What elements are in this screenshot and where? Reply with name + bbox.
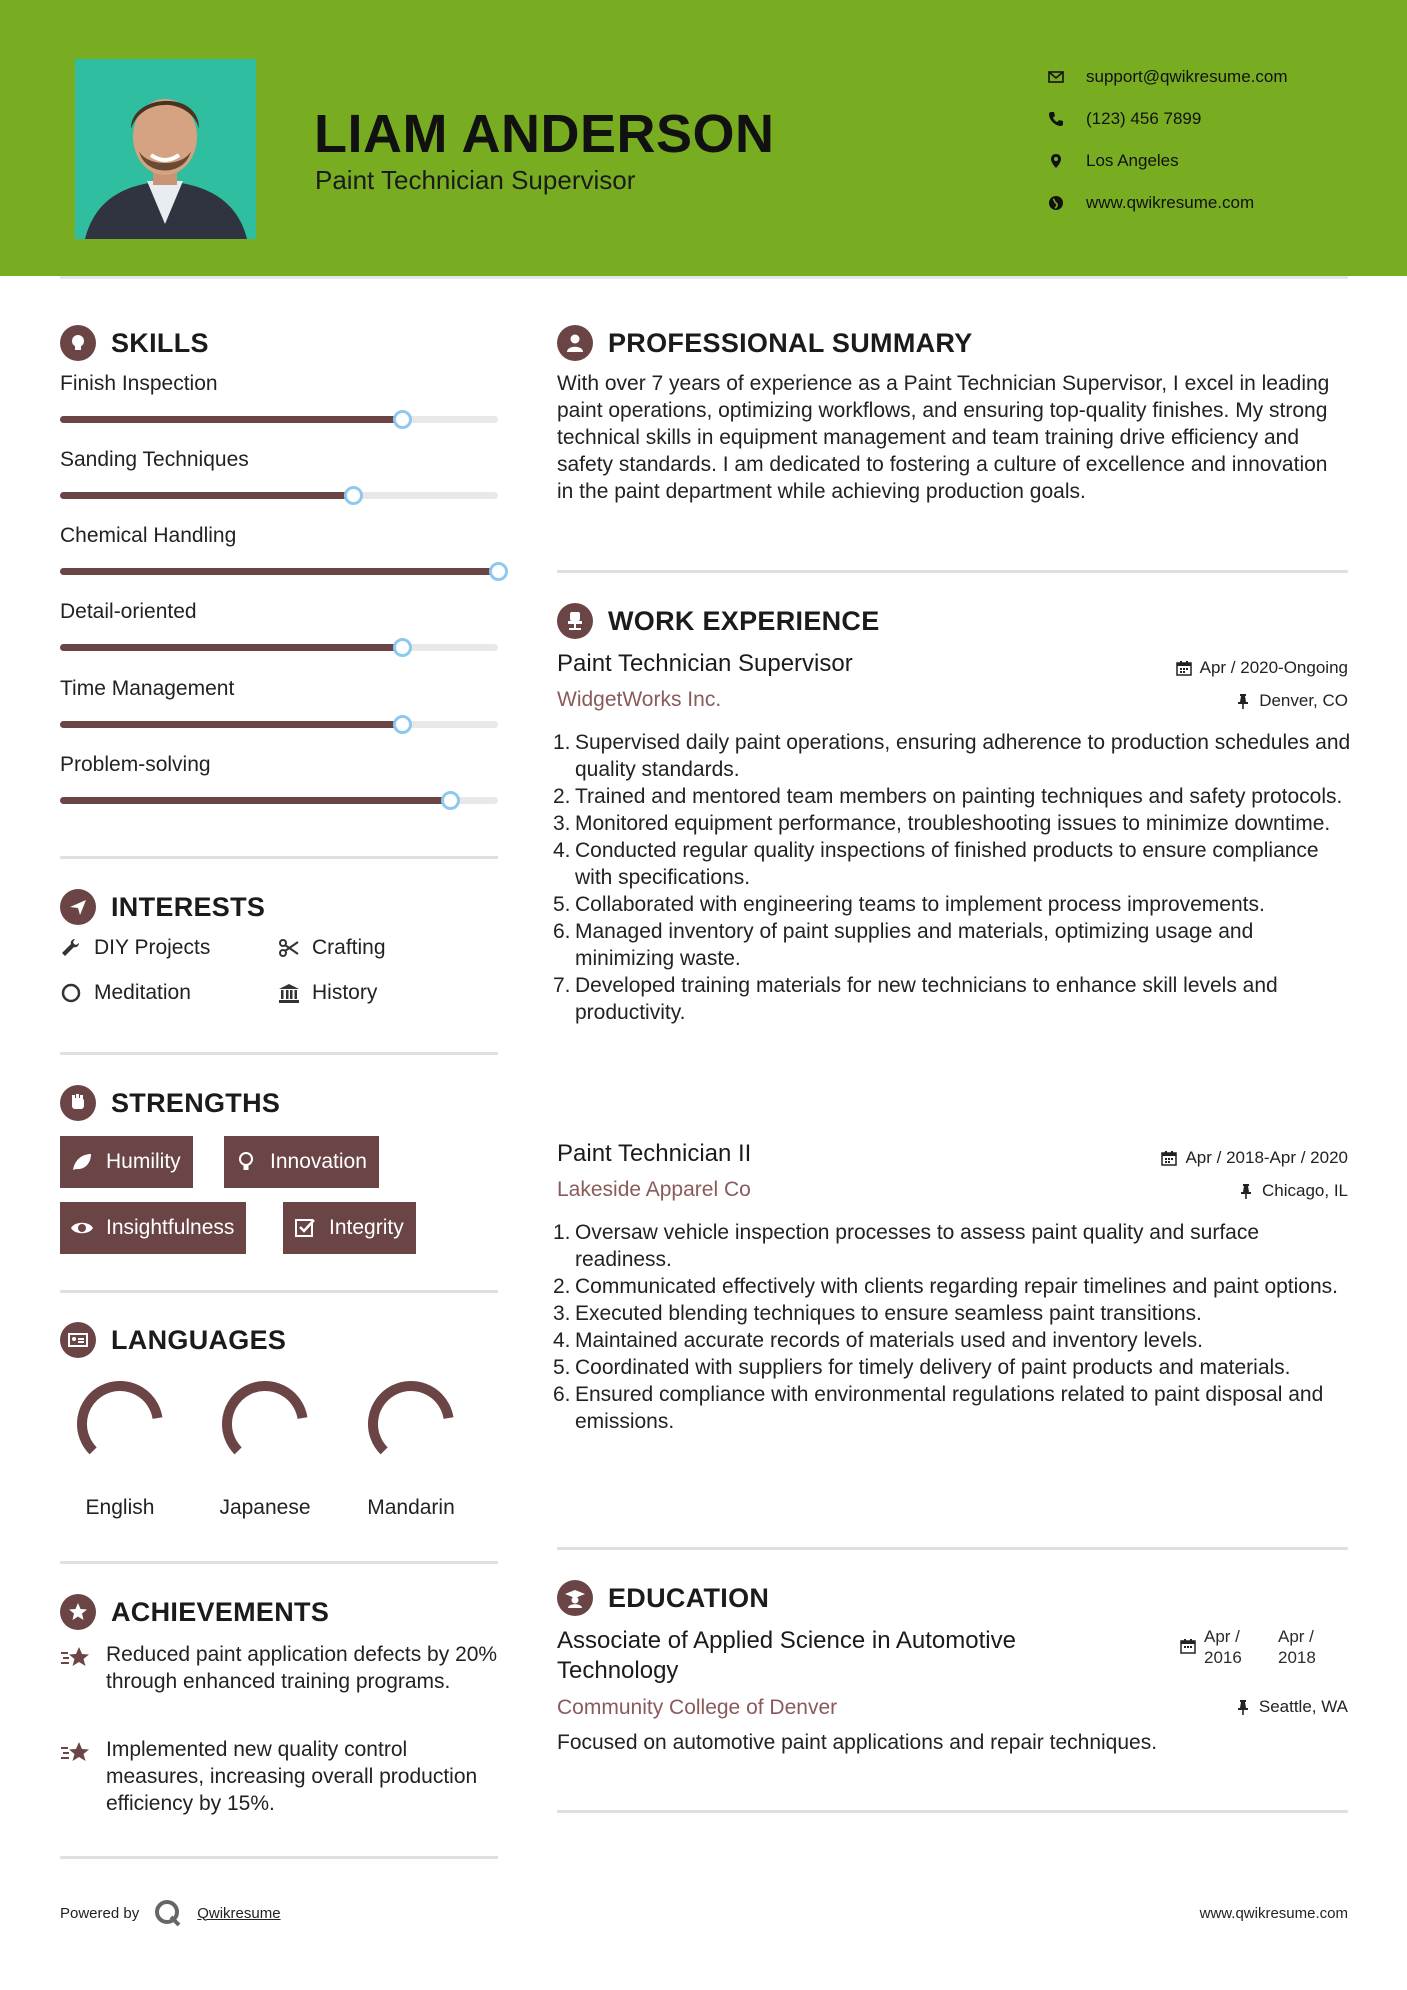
brand-link[interactable]: Qwikresume — [197, 1904, 281, 1922]
skill-bar — [60, 797, 498, 804]
footer-powered-by — [60, 1898, 281, 1928]
section-divider — [60, 1290, 498, 1293]
scissors-icon — [278, 937, 300, 959]
skill-bar-fill — [60, 492, 353, 499]
strength-label: Innovation — [270, 1150, 367, 1173]
contact-list — [1048, 56, 1378, 224]
skill-item — [60, 448, 498, 472]
job-location-text: Denver, CO — [1259, 691, 1348, 710]
strength-label: Humility — [106, 1150, 181, 1173]
language-label: Japanese — [219, 1496, 311, 1519]
skill-bar-fill — [60, 416, 402, 423]
duty-text: Conducted regular quality inspections of finished products to ensure compliance with specifications. — [575, 839, 1319, 889]
id-card-icon — [60, 1322, 96, 1358]
pushpin-icon — [1235, 693, 1251, 709]
section-divider — [60, 1561, 498, 1564]
skill-item — [60, 677, 498, 701]
job-duties-list — [553, 729, 1353, 1026]
section-divider — [60, 1052, 498, 1055]
company-name: WidgetWorks Inc. — [557, 688, 722, 711]
wrench-icon — [60, 937, 82, 959]
education-description: Focused on automotive paint applications and repair techniques. — [557, 1731, 1158, 1754]
candidate-name: LIAM ANDERSON — [314, 104, 775, 164]
education-title: EDUCATION — [608, 1582, 770, 1613]
job-dates-text: Apr / 2018-Apr / 2020 — [1185, 1148, 1348, 1167]
skill-bar — [60, 492, 498, 499]
job-location-text: Chicago, IL — [1262, 1181, 1348, 1200]
skill-label: Sanding Techniques — [60, 448, 249, 471]
skill-item — [60, 372, 498, 396]
star-icon — [60, 1738, 92, 1768]
skill-label: Detail-oriented — [60, 600, 197, 623]
language-level-ring — [363, 1376, 459, 1472]
map-pin-icon — [1048, 153, 1086, 169]
duty-text: Maintained accurate records of materials used and inventory levels. — [575, 1329, 1203, 1352]
duty-text: Ensured compliance with environmental regulations related to paint disposal and emissions. — [575, 1383, 1324, 1433]
skill-bar-knob[interactable] — [489, 562, 508, 581]
skill-item — [60, 600, 498, 624]
strength-tag — [224, 1136, 379, 1188]
strengths-heading — [60, 1085, 280, 1121]
achievements-heading — [60, 1594, 329, 1630]
language-label: Mandarin — [367, 1496, 455, 1519]
contact-location-text: Los Angeles — [1086, 151, 1179, 170]
skill-bar — [60, 416, 498, 423]
contact-website[interactable] — [1048, 182, 1378, 224]
skill-bar — [60, 644, 498, 651]
envelope-icon — [1048, 69, 1086, 85]
qwikresume-logo-icon — [153, 1898, 183, 1928]
contact-phone-text: (123) 456 7899 — [1086, 109, 1202, 128]
languages-heading — [60, 1322, 286, 1358]
skill-bar-knob[interactable] — [393, 715, 412, 734]
skill-bar-fill — [60, 568, 498, 575]
duty-item: 6. Ensured compliance with environmental regulations related to paint disposal and emissions. — [553, 1381, 1353, 1435]
section-divider — [557, 1547, 1348, 1550]
circle-icon — [60, 982, 82, 1004]
education-location — [1235, 1697, 1348, 1717]
summary-heading — [557, 325, 973, 361]
section-divider — [60, 856, 498, 859]
contact-website-text: www.qwikresume.com — [1086, 193, 1255, 212]
job-location — [1235, 691, 1348, 711]
interest-item — [278, 981, 377, 1005]
interests-title: INTERESTS — [111, 891, 266, 922]
duty-item: 1. Oversaw vehicle inspection processes to assess paint quality and surface readiness. — [553, 1219, 1353, 1273]
strength-label: Insightfulness — [106, 1216, 235, 1239]
candidate-job-title: Paint Technician Supervisor — [315, 165, 636, 195]
paper-plane-icon — [60, 889, 96, 925]
duty-item: 7. Developed training materials for new technicians to enhance skill levels and productivity. — [553, 972, 1353, 1026]
duty-item: 3. Executed blending techniques to ensure seamless paint transitions. — [553, 1302, 1202, 1325]
duty-item: 5. Collaborated with engineering teams to implement process improvements. — [553, 893, 1265, 916]
leaf-icon — [70, 1150, 94, 1174]
graduate-icon — [557, 1580, 593, 1616]
job-dates-text: Apr / 2020-Ongoing — [1199, 658, 1348, 677]
experience-title: WORK EXPERIENCE — [608, 605, 880, 636]
globe-icon — [1048, 195, 1086, 211]
duty-text: Collaborated with engineering teams to implement process improvements. — [575, 893, 1265, 916]
duty-item: 1. Supervised daily paint operations, ensuring adherence to production schedules and quality standards. — [553, 729, 1353, 783]
strength-tag — [60, 1136, 193, 1188]
skill-bar-fill — [60, 644, 402, 651]
duty-text: Supervised daily paint operations, ensuring adherence to production schedules and quality standards. — [575, 731, 1351, 781]
contact-location — [1048, 140, 1378, 182]
job-dates — [1176, 658, 1348, 678]
education-dates — [1180, 1626, 1352, 1668]
fist-icon — [60, 1085, 96, 1121]
star-icon — [60, 1643, 92, 1673]
duty-text: Developed training materials for new technicians to enhance skill levels and productivity. — [575, 974, 1278, 1024]
degree-title: Associate of Applied Science in Automotive Technology — [557, 1627, 1016, 1684]
section-divider — [557, 570, 1348, 573]
achievement-item — [60, 1736, 505, 1817]
eye-icon — [70, 1216, 94, 1240]
skill-bar-fill — [60, 797, 450, 804]
contact-email[interactable] — [1048, 56, 1378, 98]
job-dates — [1161, 1148, 1348, 1168]
job-location — [1238, 1181, 1348, 1201]
pushpin-icon — [1235, 1699, 1251, 1715]
skill-label: Problem-solving — [60, 753, 211, 776]
user-icon — [557, 325, 593, 361]
footer-website[interactable]: www.qwikresume.com — [1199, 1905, 1348, 1922]
interest-item — [60, 981, 191, 1005]
duty-item: 5. Coordinated with suppliers for timely delivery of paint products and materials. — [553, 1356, 1291, 1379]
job-duties-list — [553, 1219, 1353, 1435]
interest-label: DIY Projects — [94, 936, 211, 959]
skills-title: SKILLS — [111, 327, 209, 358]
skill-bar-fill — [60, 721, 402, 728]
section-divider — [557, 1810, 1348, 1813]
interests-heading — [60, 889, 265, 925]
job-title: Paint Technician Supervisor — [557, 650, 853, 677]
job-title: Paint Technician II — [557, 1140, 752, 1167]
skill-bar-knob[interactable] — [393, 410, 412, 429]
summary-title: PROFESSIONAL SUMMARY — [608, 327, 973, 358]
contact-phone[interactable] — [1048, 98, 1378, 140]
language-item — [205, 1376, 325, 1520]
duty-text: Monitored equipment performance, troubleshooting issues to minimize downtime. — [575, 812, 1331, 835]
languages-title: LANGUAGES — [111, 1324, 287, 1355]
interest-item — [278, 936, 386, 960]
duty-text: Coordinated with suppliers for timely delivery of paint products and materials. — [575, 1356, 1291, 1379]
skill-bar-knob[interactable] — [344, 486, 363, 505]
duty-item: 3. Monitored equipment performance, troubleshooting issues to minimize downtime. — [553, 812, 1331, 835]
pushpin-icon — [1238, 1183, 1254, 1199]
achievement-item — [60, 1641, 505, 1695]
education-location-text: Seattle, WA — [1258, 1697, 1348, 1716]
strengths-title: STRENGTHS — [111, 1087, 281, 1118]
language-item — [60, 1376, 180, 1520]
duty-item: 2. Communicated effectively with clients regarding repair timelines and paint options. — [553, 1275, 1339, 1298]
duty-item: 4. Conducted regular quality inspections of finished products to ensure compliance with specifications. — [553, 837, 1353, 891]
strength-tag — [283, 1202, 416, 1254]
achievement-text: Reduced paint application defects by 20% through enhanced training programs. — [106, 1643, 498, 1693]
lightbulb-icon — [60, 325, 96, 361]
language-item — [351, 1376, 471, 1520]
check-square-icon — [293, 1216, 317, 1240]
skill-bar — [60, 568, 498, 575]
duty-text: Oversaw vehicle inspection processes to assess paint quality and surface readiness. — [575, 1221, 1260, 1271]
language-label: English — [85, 1496, 155, 1519]
skill-item — [60, 753, 498, 777]
star-badge-icon — [60, 1594, 96, 1630]
skill-item — [60, 524, 498, 548]
duty-text: Communicated effectively with clients regarding repair timelines and paint options. — [575, 1275, 1339, 1298]
header-divider — [60, 276, 1348, 279]
skill-bar-knob[interactable] — [393, 638, 412, 657]
language-level-ring — [72, 1376, 168, 1472]
interest-label: History — [312, 981, 378, 1004]
school-name: Community College of Denver — [557, 1696, 838, 1719]
skill-bar-knob[interactable] — [441, 791, 460, 810]
calendar-icon — [1161, 1150, 1177, 1166]
strength-label: Integrity — [329, 1216, 404, 1239]
skill-label: Time Management — [60, 677, 235, 700]
calendar-icon — [1176, 660, 1192, 676]
phone-icon — [1048, 111, 1086, 127]
education-start: Apr / 2016 — [1204, 1627, 1242, 1667]
language-level-ring — [217, 1376, 313, 1472]
duty-text: Trained and mentored team members on painting techniques and safety protocols. — [575, 785, 1343, 808]
achievement-text: Implemented new quality control measures, increasing overall production efficiency by 15%. — [106, 1738, 478, 1815]
section-divider — [60, 1856, 498, 1859]
duty-item: 6. Managed inventory of paint supplies and materials, optimizing usage and minimizing waste. — [553, 918, 1353, 972]
summary-text: With over 7 years of experience as a Paint Technician Supervisor, I excel in leading paint operations, optimizing workflows, and ensuring top-quality finishes. My strong technical skills in equipment management and team training drive efficiency and safety standards. I am dedicated to fostering a culture of excellence and innovation in the paint department while achieving production goals. — [557, 372, 1330, 503]
interest-item — [60, 936, 210, 960]
lightbulb-icon — [234, 1150, 258, 1174]
museum-icon — [278, 982, 300, 1004]
achievements-title: ACHIEVEMENTS — [111, 1596, 330, 1627]
skill-label: Finish Inspection — [60, 372, 218, 395]
profile-photo — [75, 59, 256, 239]
office-chair-icon — [557, 603, 593, 639]
duty-text: Managed inventory of paint supplies and materials, optimizing usage and minimizing waste. — [575, 920, 1254, 970]
strength-tag — [60, 1202, 246, 1254]
education-heading — [557, 1580, 769, 1616]
skills-heading — [60, 325, 209, 361]
experience-heading — [557, 603, 880, 639]
powered-by-text: Powered by — [60, 1904, 140, 1922]
skill-bar — [60, 721, 498, 728]
calendar-icon — [1180, 1638, 1196, 1654]
duty-text: Executed blending techniques to ensure seamless paint transitions. — [575, 1302, 1202, 1325]
duty-item: 2. Trained and mentored team members on painting techniques and safety protocols. — [553, 785, 1343, 808]
contact-email-text: support@qwikresume.com — [1086, 67, 1288, 86]
interest-label: Crafting — [312, 936, 386, 959]
duty-item: 4. Maintained accurate records of materials used and inventory levels. — [553, 1329, 1203, 1352]
skill-label: Chemical Handling — [60, 524, 237, 547]
company-name: Lakeside Apparel Co — [557, 1178, 751, 1201]
education-end: Apr / 2018 — [1278, 1627, 1316, 1667]
interest-label: Meditation — [94, 981, 191, 1004]
